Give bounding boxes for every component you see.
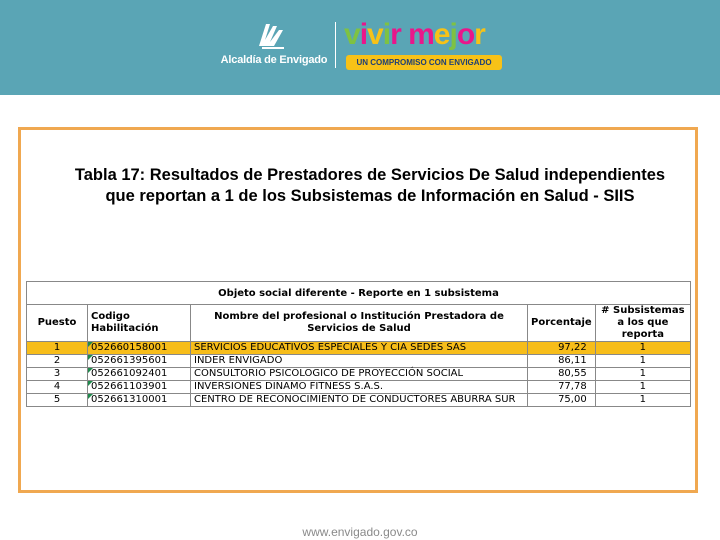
- brand-letter: j: [449, 18, 457, 51]
- brand-letter: i: [382, 18, 391, 51]
- cell-nombre-text: CONSULTORIO PSICOLOGICO DE PROYECCIÓN SOCIAL: [194, 368, 464, 379]
- cell-subsistemas: [595, 394, 690, 407]
- cell-codigo-text: 052661103901: [91, 381, 168, 392]
- cell-puesto: [27, 394, 88, 407]
- cell-porcentaje-text: 97,22: [558, 342, 587, 353]
- table-row: [27, 381, 691, 394]
- cell-codigo: [88, 342, 191, 355]
- table-row: [27, 342, 691, 355]
- cell-puesto-text: 4: [53, 381, 61, 392]
- cell-nombre: [191, 381, 528, 394]
- brand-letter: e: [433, 18, 450, 51]
- cell-codigo: [88, 394, 191, 407]
- brand-letter: m: [408, 18, 434, 51]
- brand-letter: o: [456, 18, 475, 51]
- column-header-puesto: Puesto: [27, 305, 88, 342]
- cell-nombre: [191, 368, 528, 381]
- cell-porcentaje-text: 86,11: [558, 355, 587, 366]
- cell-codigo: [88, 355, 191, 368]
- cell-puesto-text: 1: [53, 342, 61, 353]
- vivir-mejor-logo: [344, 18, 504, 72]
- logo-divider: [335, 22, 336, 68]
- cell-subsistemas-text: 1: [639, 368, 647, 379]
- cell-nombre: [191, 394, 528, 407]
- brand-letter: r: [390, 18, 401, 51]
- cell-codigo: [88, 381, 191, 394]
- cell-porcentaje-text: 77,78: [558, 381, 587, 392]
- cell-codigo: [88, 368, 191, 381]
- brand-letter: v: [344, 18, 360, 51]
- cell-note-marker-icon: [88, 342, 93, 347]
- table-row: [27, 355, 691, 368]
- cell-codigo-text: 052661395601: [91, 355, 168, 366]
- cell-nombre-text: CENTRO DE RECONOCIMIENTO DE CONDUCTORES ABURRA SUR: [194, 394, 516, 405]
- group-header: Objeto social diferente - Reporte en 1 subsistema: [27, 282, 691, 305]
- cell-puesto-text: 5: [53, 394, 61, 405]
- cell-puesto: [27, 342, 88, 355]
- table-row: [27, 394, 691, 407]
- cell-codigo-text: 052660158001: [91, 342, 168, 353]
- cell-subsistemas-text: 1: [639, 394, 647, 405]
- municipality-name: Alcaldía de Envigado: [220, 54, 328, 66]
- cell-porcentaje-text: 80,55: [558, 368, 587, 379]
- brand-letter: r: [474, 18, 485, 51]
- cell-subsistemas-text: 1: [639, 381, 647, 392]
- table-title: Tabla 17: Resultados de Prestadores de Servicios De Salud independientes que reportan a 1 de los Subsistemas de Información en Salud - SIIS: [74, 166, 666, 205]
- table-body: [27, 342, 691, 407]
- cell-puesto: [27, 381, 88, 394]
- cell-puesto: [27, 368, 88, 381]
- cell-nombre-text: INVERSIONES DINAMO FITNESS S.A.S.: [194, 381, 384, 392]
- cell-note-marker-icon: [88, 355, 93, 360]
- header-banner: [0, 0, 720, 95]
- brand-letter: v: [367, 18, 383, 51]
- group-header-row: [27, 282, 691, 305]
- cell-subsistemas: [595, 342, 690, 355]
- brand-tagline: UN COMPROMISO CON ENVIGADO: [346, 55, 502, 70]
- cell-porcentaje: [528, 381, 596, 394]
- cell-porcentaje: [528, 342, 596, 355]
- cell-puesto-text: 2: [53, 355, 61, 366]
- cell-porcentaje: [528, 355, 596, 368]
- column-header-row: [27, 305, 691, 342]
- cell-puesto-text: 3: [53, 368, 61, 379]
- cell-nombre: [191, 342, 528, 355]
- cell-subsistemas: [595, 355, 690, 368]
- cell-subsistemas-text: 1: [639, 355, 647, 366]
- brand-letter: [401, 18, 408, 51]
- cell-codigo-text: 052661092401: [91, 368, 168, 379]
- cell-porcentaje: [528, 368, 596, 381]
- cell-puesto: [27, 355, 88, 368]
- table-row: [27, 368, 691, 381]
- cell-porcentaje-text: 75,00: [558, 394, 587, 405]
- results-table: [26, 281, 691, 407]
- column-header-codigo: Codigo Habilitación: [88, 305, 191, 342]
- brand-wordmark: [344, 18, 485, 52]
- cell-nombre: [191, 355, 528, 368]
- brand-letter: i: [359, 18, 368, 51]
- cell-porcentaje: [528, 394, 596, 407]
- cell-codigo-text: 052661310001: [91, 394, 168, 405]
- cell-note-marker-icon: [88, 381, 93, 386]
- cell-subsistemas-text: 1: [639, 342, 647, 353]
- cell-subsistemas: [595, 381, 690, 394]
- column-header-subsistemas: # Subsistemas a los que reporta: [595, 305, 690, 342]
- envigado-emblem-icon: [256, 20, 290, 52]
- cell-note-marker-icon: [88, 368, 93, 373]
- cell-nombre-text: INDER ENVIGADO: [194, 355, 283, 366]
- column-header-nombre: Nombre del profesional o Institución Prestadora de Servicios de Salud: [191, 305, 528, 342]
- cell-nombre-text: SERVICIOS EDUCATIVOS ESPECIALES Y CIA SEDES SAS: [194, 342, 467, 353]
- cell-subsistemas: [595, 368, 690, 381]
- cell-note-marker-icon: [88, 394, 93, 399]
- envigado-logo: [216, 20, 332, 72]
- column-header-porcentaje: Porcentaje: [528, 305, 596, 342]
- footer-url: www.envigado.gov.co: [302, 525, 418, 539]
